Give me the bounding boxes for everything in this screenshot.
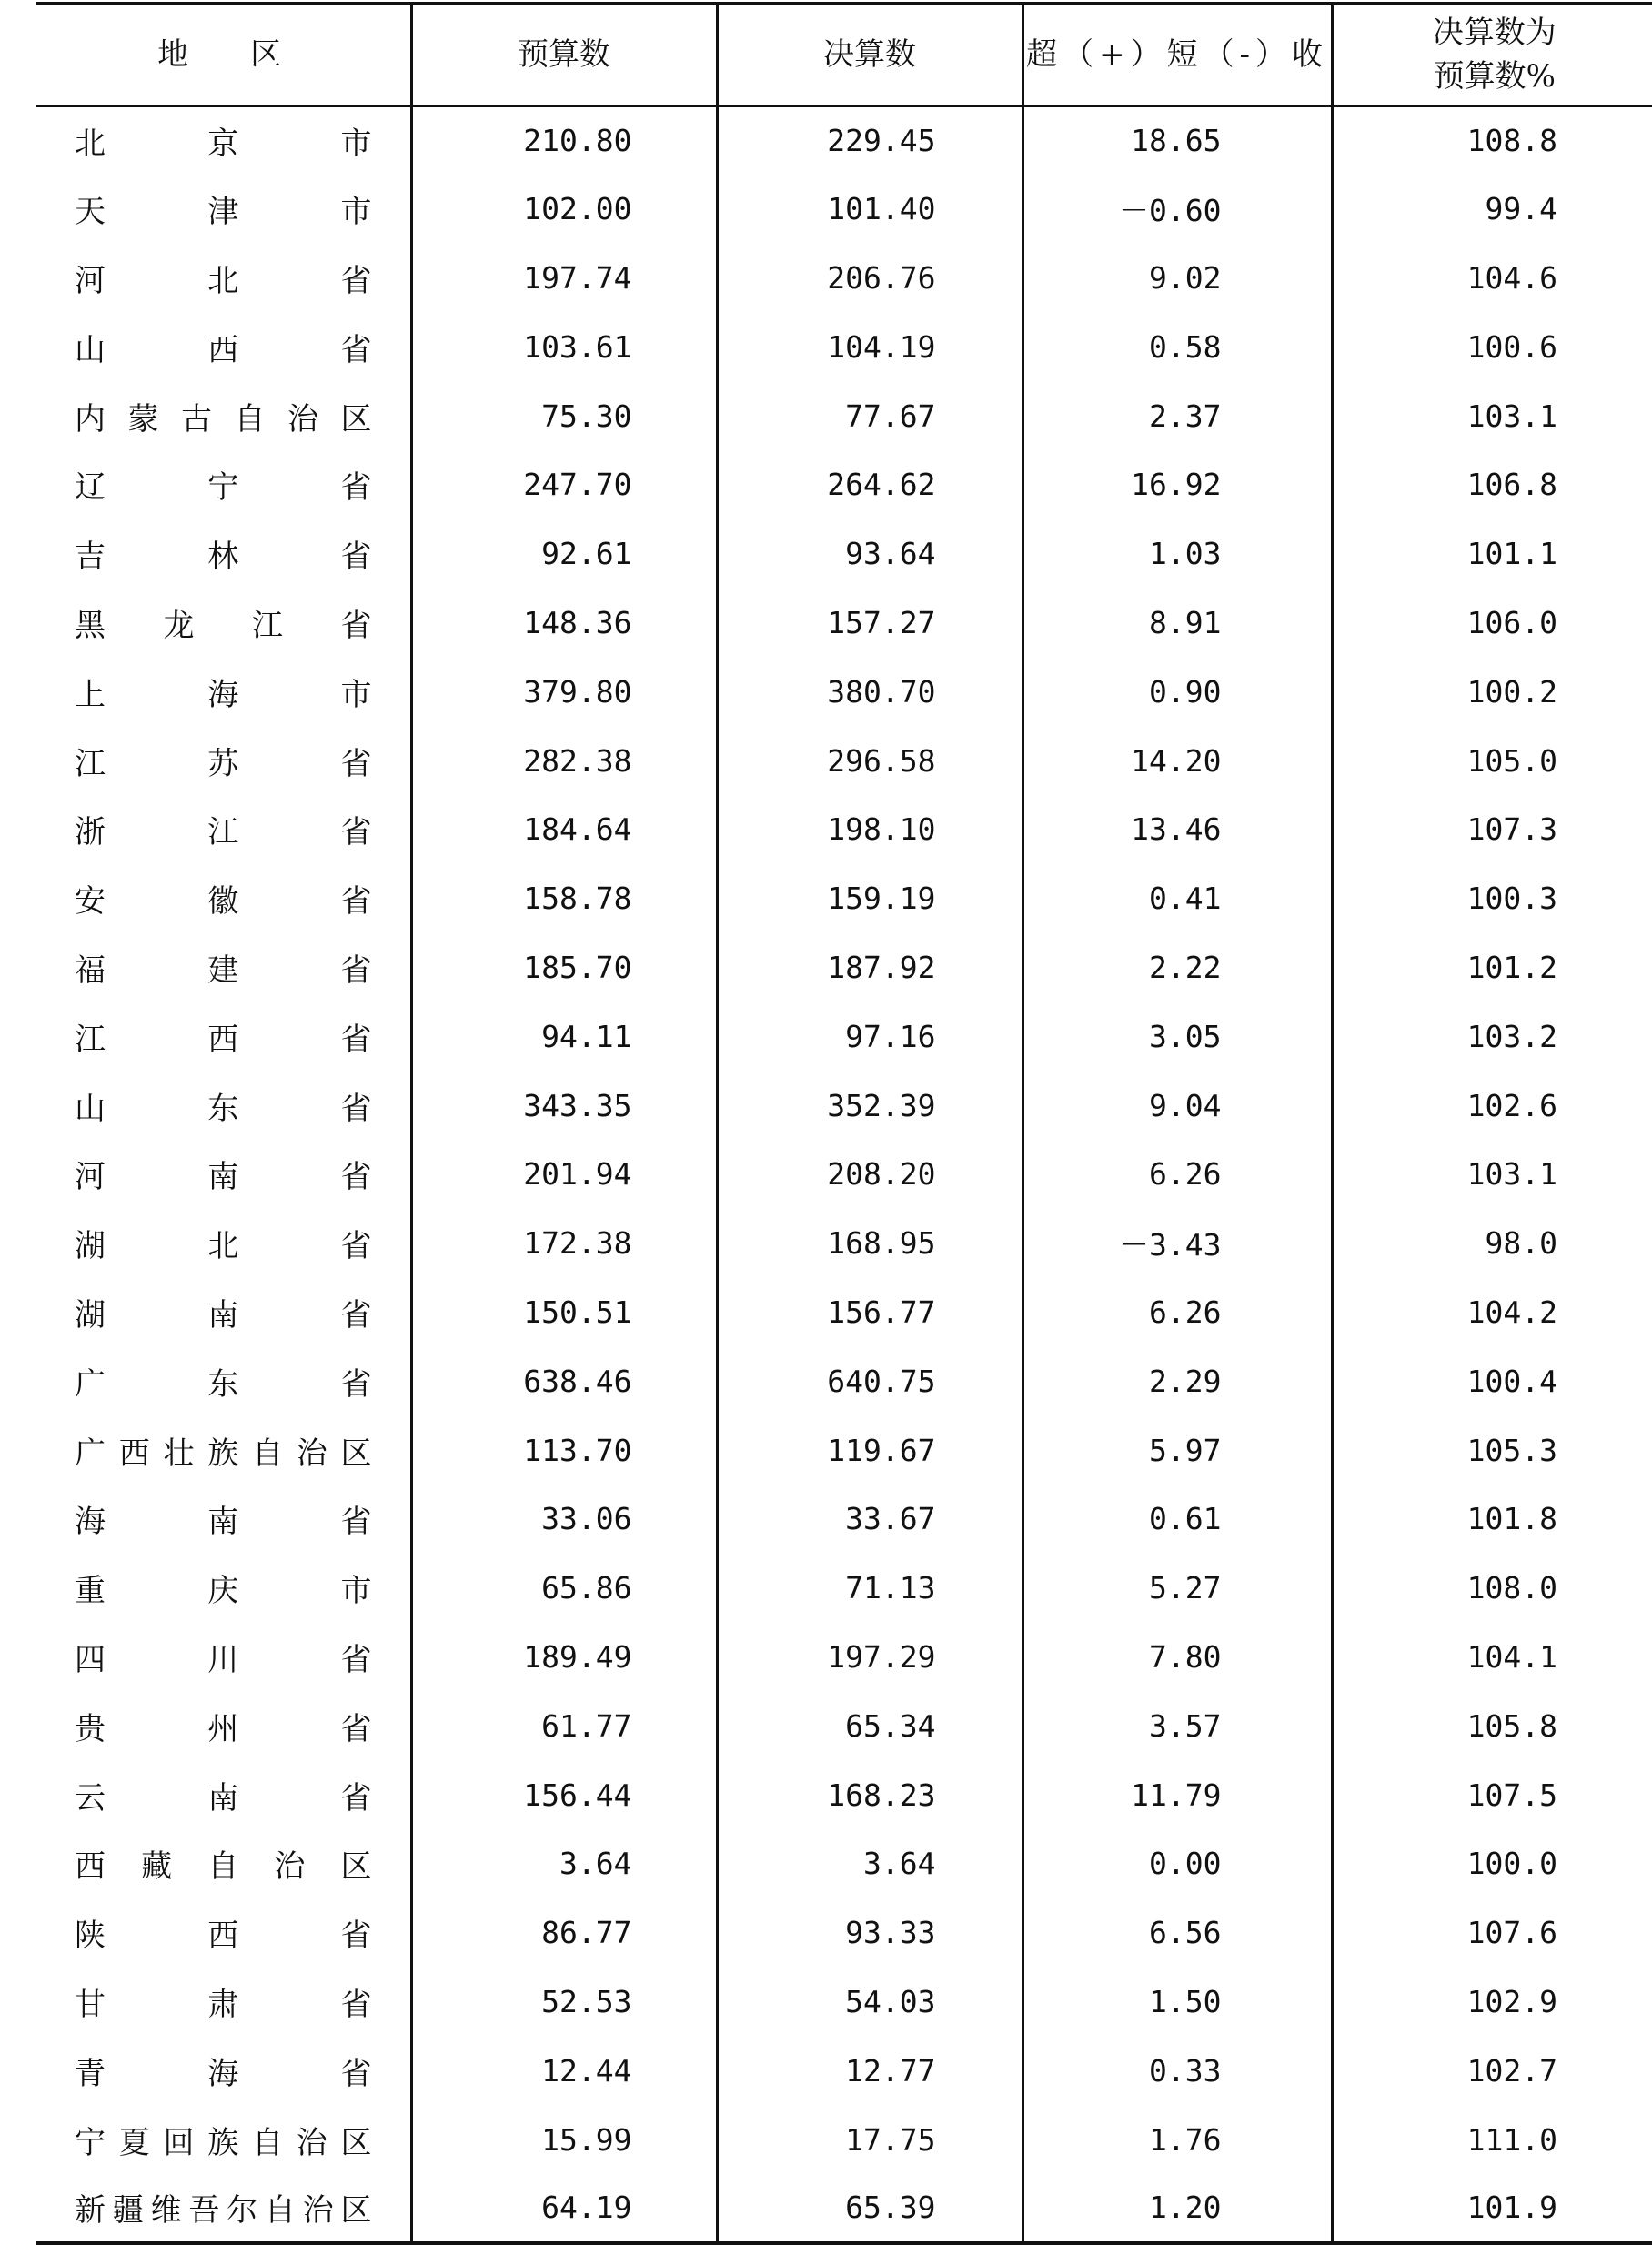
cell-pct: 100.0: [1332, 1829, 1652, 1898]
cell-diff: 0.58: [1022, 312, 1332, 381]
cell-pct: 102.6: [1332, 1071, 1652, 1140]
cell-diff: 1.20: [1022, 2174, 1332, 2243]
cell-region: 天津市: [36, 175, 411, 244]
cell-diff: 3.57: [1022, 1691, 1332, 1760]
header-diff: 超（+）短（-）收: [1022, 4, 1332, 106]
cell-pct: 107.5: [1332, 1760, 1652, 1829]
cell-budget: 103.61: [411, 312, 717, 381]
table-row: [36, 589, 1652, 658]
cell-budget: 12.44: [411, 2036, 717, 2105]
cell-diff: 0.90: [1022, 657, 1332, 726]
cell-diff: 0.41: [1022, 864, 1332, 933]
cell-budget: 172.38: [411, 1209, 717, 1278]
table-row: [36, 1760, 1652, 1829]
cell-budget: 148.36: [411, 589, 717, 658]
cell-final: 352.39: [717, 1071, 1022, 1140]
cell-final: 71.13: [717, 1554, 1022, 1623]
cell-diff: 1.50: [1022, 1968, 1332, 2037]
cell-diff: 0.33: [1022, 2036, 1332, 2105]
cell-diff: 16.92: [1022, 450, 1332, 519]
table-row: [36, 1415, 1652, 1485]
cell-budget: 102.00: [411, 175, 717, 244]
header-pct-line2: 预算数%: [1334, 55, 1652, 98]
cell-region: 河南省: [36, 1140, 411, 1209]
table-row: [36, 726, 1652, 795]
table-row: [36, 1346, 1652, 1415]
cell-final: 77.67: [717, 381, 1022, 450]
cell-region: 青海省: [36, 2036, 411, 2105]
cell-budget: 210.80: [411, 106, 717, 175]
table-row: [36, 1829, 1652, 1898]
cell-pct: 105.3: [1332, 1415, 1652, 1485]
cell-final: 264.62: [717, 450, 1022, 519]
table-body: [36, 106, 1652, 2243]
cell-budget: 185.70: [411, 933, 717, 1002]
header-pct: [1332, 4, 1652, 106]
cell-budget: 113.70: [411, 1415, 717, 1485]
cell-budget: 3.64: [411, 1829, 717, 1898]
cell-pct: 99.4: [1332, 175, 1652, 244]
cell-diff: 2.37: [1022, 381, 1332, 450]
table-header: [36, 4, 1652, 106]
cell-final: 206.76: [717, 244, 1022, 313]
table-row: [36, 1691, 1652, 1760]
cell-final: 3.64: [717, 1829, 1022, 1898]
cell-region: 湖南省: [36, 1278, 411, 1347]
cell-budget: 65.86: [411, 1554, 717, 1623]
cell-region: 辽宁省: [36, 450, 411, 519]
cell-region: 宁夏回族自治区: [36, 2105, 411, 2174]
cell-diff: 13.46: [1022, 795, 1332, 864]
cell-region: 广东省: [36, 1346, 411, 1415]
cell-final: 12.77: [717, 2036, 1022, 2105]
cell-region: 内蒙古自治区: [36, 381, 411, 450]
cell-diff: 2.29: [1022, 1346, 1332, 1415]
cell-pct: 107.6: [1332, 1898, 1652, 1968]
cell-pct: 98.0: [1332, 1209, 1652, 1278]
table-row: [36, 1485, 1652, 1554]
cell-region: 甘肃省: [36, 1968, 411, 2037]
cell-budget: 64.19: [411, 2174, 717, 2243]
table-row: [36, 933, 1652, 1002]
cell-diff: 3.05: [1022, 1002, 1332, 1071]
header-budget: 预算数: [411, 4, 717, 106]
cell-region: 吉林省: [36, 519, 411, 589]
cell-budget: 158.78: [411, 864, 717, 933]
cell-diff: －3.43: [1022, 1209, 1332, 1278]
budget-final-accounts-table: [36, 2, 1652, 2245]
cell-pct: 104.6: [1332, 244, 1652, 313]
cell-budget: 282.38: [411, 726, 717, 795]
cell-region: 河北省: [36, 244, 411, 313]
cell-diff: 2.22: [1022, 933, 1332, 1002]
cell-region: 江苏省: [36, 726, 411, 795]
table-row: [36, 795, 1652, 864]
table-row: [36, 519, 1652, 589]
cell-diff: 6.56: [1022, 1898, 1332, 1968]
header-final: 决算数: [717, 4, 1022, 106]
cell-final: 65.34: [717, 1691, 1022, 1760]
cell-pct: 108.8: [1332, 106, 1652, 175]
table-row: [36, 175, 1652, 244]
table-row: [36, 2174, 1652, 2243]
cell-region: 浙江省: [36, 795, 411, 864]
table-row: [36, 312, 1652, 381]
cell-final: 156.77: [717, 1278, 1022, 1347]
cell-diff: 18.65: [1022, 106, 1332, 175]
cell-region: 广西壮族自治区: [36, 1415, 411, 1485]
table-row: [36, 1209, 1652, 1278]
cell-region: 四川省: [36, 1623, 411, 1692]
table-row: [36, 1898, 1652, 1968]
cell-final: 17.75: [717, 2105, 1022, 2174]
table-row: [36, 450, 1652, 519]
header-region-label: 地区: [103, 36, 343, 73]
cell-final: 119.67: [717, 1415, 1022, 1485]
cell-region: 黑龙江省: [36, 589, 411, 658]
cell-budget: 184.64: [411, 795, 717, 864]
cell-final: 159.19: [717, 864, 1022, 933]
cell-final: 197.29: [717, 1623, 1022, 1692]
cell-final: 101.40: [717, 175, 1022, 244]
cell-region: 重庆市: [36, 1554, 411, 1623]
cell-pct: 107.3: [1332, 795, 1652, 864]
cell-region: 海南省: [36, 1485, 411, 1554]
cell-region: 北京市: [36, 106, 411, 175]
cell-diff: 14.20: [1022, 726, 1332, 795]
table-row: [36, 864, 1652, 933]
cell-diff: 7.80: [1022, 1623, 1332, 1692]
table-row: [36, 106, 1652, 175]
cell-budget: 156.44: [411, 1760, 717, 1829]
cell-diff: 1.03: [1022, 519, 1332, 589]
cell-final: 198.10: [717, 795, 1022, 864]
cell-budget: 52.53: [411, 1968, 717, 2037]
cell-final: 33.67: [717, 1485, 1022, 1554]
table-row: [36, 1140, 1652, 1209]
cell-budget: 197.74: [411, 244, 717, 313]
cell-pct: 105.8: [1332, 1691, 1652, 1760]
cell-budget: 150.51: [411, 1278, 717, 1347]
cell-budget: 343.35: [411, 1071, 717, 1140]
header-row: [36, 4, 1652, 106]
cell-budget: 201.94: [411, 1140, 717, 1209]
cell-final: 97.16: [717, 1002, 1022, 1071]
cell-diff: 0.61: [1022, 1485, 1332, 1554]
cell-diff: 1.76: [1022, 2105, 1332, 2174]
cell-region: 江西省: [36, 1002, 411, 1071]
cell-budget: 94.11: [411, 1002, 717, 1071]
cell-diff: 8.91: [1022, 589, 1332, 658]
cell-region: 贵州省: [36, 1691, 411, 1760]
cell-final: 93.64: [717, 519, 1022, 589]
cell-diff: 9.04: [1022, 1071, 1332, 1140]
cell-budget: 92.61: [411, 519, 717, 589]
cell-region: 安徽省: [36, 864, 411, 933]
table-row: [36, 1278, 1652, 1347]
cell-diff: 5.27: [1022, 1554, 1332, 1623]
table-row: [36, 2105, 1652, 2174]
cell-pct: 111.0: [1332, 2105, 1652, 2174]
cell-pct: 100.6: [1332, 312, 1652, 381]
cell-pct: 100.4: [1332, 1346, 1652, 1415]
cell-diff: 6.26: [1022, 1278, 1332, 1347]
cell-budget: 189.49: [411, 1623, 717, 1692]
cell-pct: 103.2: [1332, 1002, 1652, 1071]
cell-region: 福建省: [36, 933, 411, 1002]
cell-final: 168.95: [717, 1209, 1022, 1278]
cell-pct: 104.2: [1332, 1278, 1652, 1347]
cell-pct: 102.9: [1332, 1968, 1652, 2037]
cell-diff: 0.00: [1022, 1829, 1332, 1898]
cell-region: 湖北省: [36, 1209, 411, 1278]
cell-final: 104.19: [717, 312, 1022, 381]
header-pct-line1: 决算数为: [1334, 11, 1652, 55]
cell-diff: 5.97: [1022, 1415, 1332, 1485]
cell-region: 陕西省: [36, 1898, 411, 1968]
cell-final: 65.39: [717, 2174, 1022, 2243]
cell-final: 187.92: [717, 933, 1022, 1002]
cell-budget: 247.70: [411, 450, 717, 519]
cell-diff: 9.02: [1022, 244, 1332, 313]
table-row: [36, 1968, 1652, 2037]
cell-final: 296.58: [717, 726, 1022, 795]
cell-region: 西藏自治区: [36, 1829, 411, 1898]
table-row: [36, 244, 1652, 313]
cell-final: 380.70: [717, 657, 1022, 726]
cell-diff: 11.79: [1022, 1760, 1332, 1829]
cell-pct: 101.1: [1332, 519, 1652, 589]
cell-pct: 105.0: [1332, 726, 1652, 795]
cell-region: 山东省: [36, 1071, 411, 1140]
cell-pct: 106.0: [1332, 589, 1652, 658]
cell-pct: 106.8: [1332, 450, 1652, 519]
cell-pct: 104.1: [1332, 1623, 1652, 1692]
cell-budget: 86.77: [411, 1898, 717, 1968]
cell-pct: 101.2: [1332, 933, 1652, 1002]
table-row: [36, 1554, 1652, 1623]
cell-final: 229.45: [717, 106, 1022, 175]
cell-final: 640.75: [717, 1346, 1022, 1415]
table-row: [36, 2036, 1652, 2105]
cell-pct: 102.7: [1332, 2036, 1652, 2105]
cell-pct: 100.3: [1332, 864, 1652, 933]
cell-pct: 103.1: [1332, 1140, 1652, 1209]
cell-budget: 61.77: [411, 1691, 717, 1760]
cell-budget: 15.99: [411, 2105, 717, 2174]
table-row: [36, 381, 1652, 450]
cell-budget: 379.80: [411, 657, 717, 726]
cell-final: 157.27: [717, 589, 1022, 658]
cell-pct: 101.9: [1332, 2174, 1652, 2243]
cell-budget: 638.46: [411, 1346, 717, 1415]
cell-region: 山西省: [36, 312, 411, 381]
table-row: [36, 1623, 1652, 1692]
cell-budget: 75.30: [411, 381, 717, 450]
cell-pct: 103.1: [1332, 381, 1652, 450]
cell-region: 新疆维吾尔自治区: [36, 2174, 411, 2243]
cell-final: 208.20: [717, 1140, 1022, 1209]
table-row: [36, 657, 1652, 726]
cell-final: 54.03: [717, 1968, 1022, 2037]
cell-pct: 108.0: [1332, 1554, 1652, 1623]
cell-pct: 101.8: [1332, 1485, 1652, 1554]
cell-final: 93.33: [717, 1898, 1022, 1968]
cell-budget: 33.06: [411, 1485, 717, 1554]
cell-final: 168.23: [717, 1760, 1022, 1829]
header-region: [36, 4, 411, 106]
cell-region: 上海市: [36, 657, 411, 726]
table-row: [36, 1071, 1652, 1140]
table-row: [36, 1002, 1652, 1071]
cell-diff: 6.26: [1022, 1140, 1332, 1209]
cell-diff: －0.60: [1022, 175, 1332, 244]
cell-pct: 100.2: [1332, 657, 1652, 726]
cell-region: 云南省: [36, 1760, 411, 1829]
